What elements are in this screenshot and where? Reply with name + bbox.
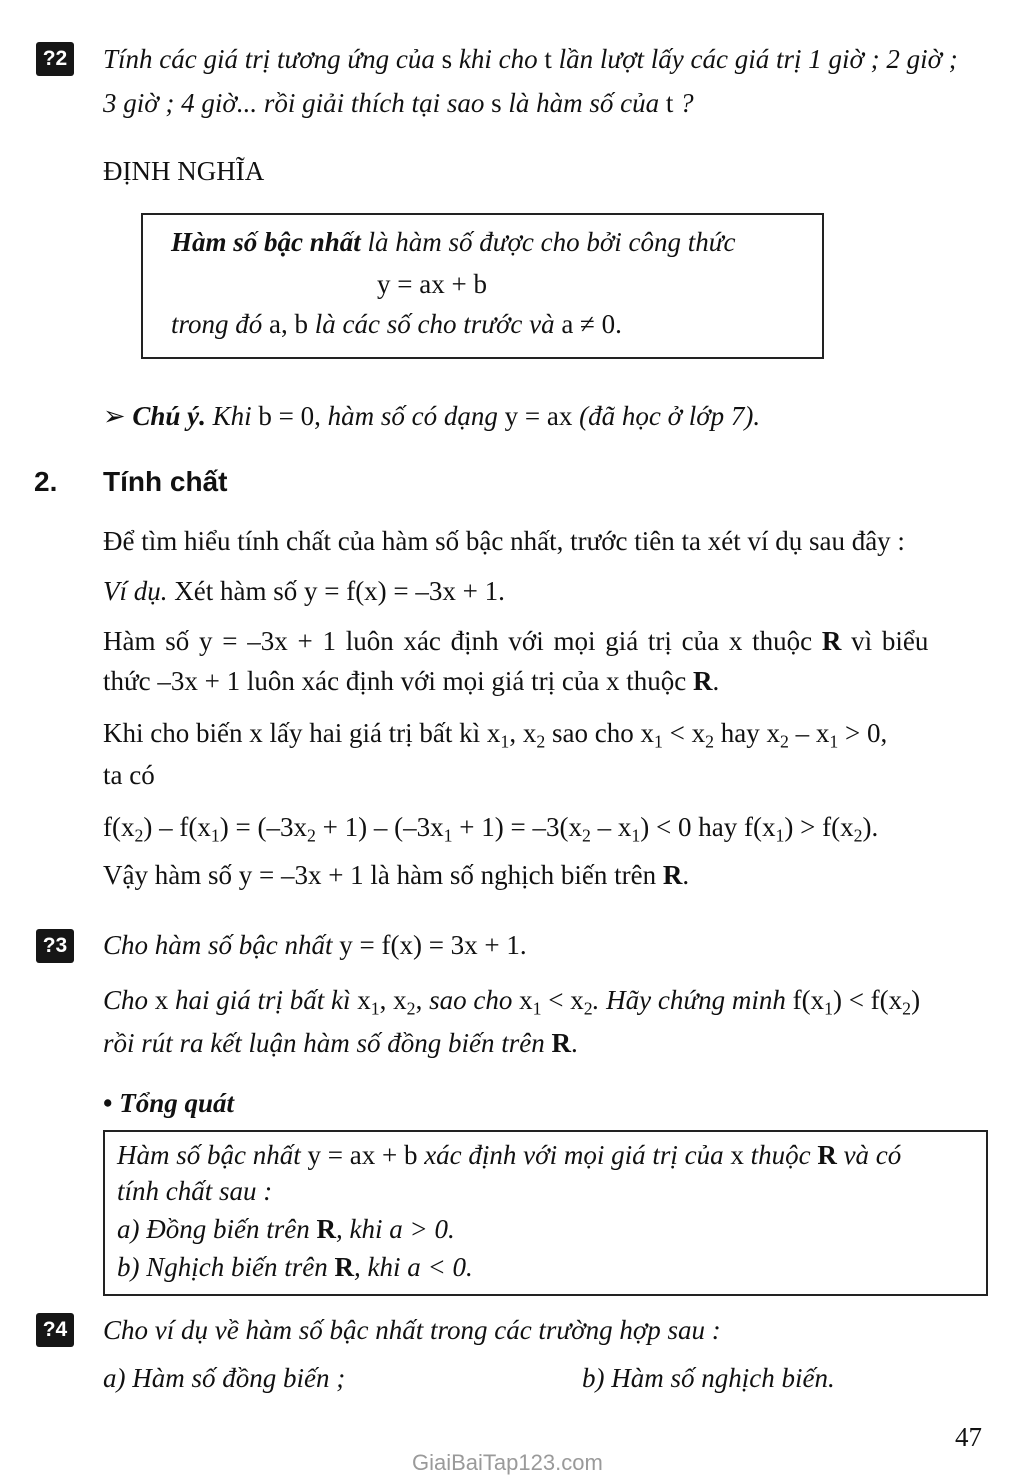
q3-line-3: rồi rút ra kết luận hàm số đồng biến trên R. [103, 1028, 578, 1058]
section-number: 2. [34, 466, 58, 497]
general-line-4: b) Nghịch biến trên R, khi a < 0. [117, 1252, 473, 1282]
note-arrow-icon: ➢ [103, 401, 126, 431]
question-badge-2: ?2 [36, 42, 74, 76]
paragraph-1-line-2: thức –3x + 1 luôn xác định với mọi giá trị của x thuộc R. [103, 666, 720, 696]
q2-line-2: 3 giờ ; 4 giờ... rồi giải thích tại sao s là hàm số của t ? [103, 88, 694, 118]
page-number: 47 [955, 1422, 982, 1452]
q2-line-1: Tính các giá trị tương ứng của s khi cho t lần lượt lấy các giá trị 1 giờ ; 2 giờ ; [103, 44, 958, 74]
section-title: Tính chất [103, 466, 228, 497]
question-badge-4: ?4 [36, 1313, 74, 1347]
q3-line-2: Cho x hai giá trị bất kì $x_1$, $x_2$, sao cho $x_1 < x_2$. Hãy chứng minh $f(x_1) < f(x_2)$ [103, 985, 921, 1019]
paragraph-1-line-1: Hàm số y = –3x + 1 luôn xác định với mọi giá trị của x thuộc R vì biểu [103, 626, 929, 656]
conclusion-line: Vậy hàm số y = –3x + 1 là hàm số nghịch biến trên R. [103, 860, 690, 890]
definition-box [141, 213, 824, 359]
definition-formula: y = ax + b [377, 269, 487, 299]
general-line-1: Hàm số bậc nhất y = ax + b xác định với mọi giá trị của x thuộc R và có [117, 1140, 902, 1170]
inequality-line: $f(x_2) - f(x_1) = (-3x_2 + 1) - (-3x_1 + 1) = -3(x_2 - x_1) < 0$ hay $f(x_1) > f(x_2)$. [103, 812, 879, 846]
intro-text: Để tìm hiểu tính chất của hàm số bậc nhất, trước tiên ta xét ví dụ sau đây : [103, 526, 905, 556]
definition-heading: ĐỊNH NGHĨA [103, 156, 265, 186]
general-line-3: a) Đồng biến trên R, khi a > 0. [117, 1214, 455, 1244]
general-heading: • Tổng quát [103, 1088, 234, 1118]
q4-option-a: a) Hàm số đồng biến ; [103, 1363, 346, 1393]
note-line: ➢ Chú ý. Khi b = 0, hàm số có dạng y = ax (đã học ở lớp 7). [103, 401, 761, 431]
example-line: Ví dụ. Xét hàm số y = f(x) = –3x + 1. [103, 576, 505, 606]
general-box [103, 1130, 988, 1296]
watermark: GiaiBaiTap123.com [412, 1450, 603, 1475]
paragraph-2-line-2: ta có [103, 760, 155, 790]
q4-option-b: b) Hàm số nghịch biến. [582, 1363, 835, 1393]
q3-line-1: Cho hàm số bậc nhất y = f(x) = 3x + 1. [103, 930, 527, 960]
definition-line-1: Hàm số bậc nhất là hàm số được cho bởi công thức [171, 227, 736, 257]
definition-line-3: trong đó a, b là các số cho trước và a ≠ 0. [171, 309, 622, 339]
general-line-2: tính chất sau : [117, 1176, 273, 1206]
question-badge-3: ?3 [36, 929, 74, 963]
paragraph-2-line-1: Khi cho biến x lấy hai giá trị bất kì $x_1$, $x_2$ sao cho $x_1 < x_2$ hay $x_2 - x_1 > 0$, [103, 718, 888, 752]
q4-line-1: Cho ví dụ về hàm số bậc nhất trong các trường hợp sau : [103, 1315, 721, 1345]
